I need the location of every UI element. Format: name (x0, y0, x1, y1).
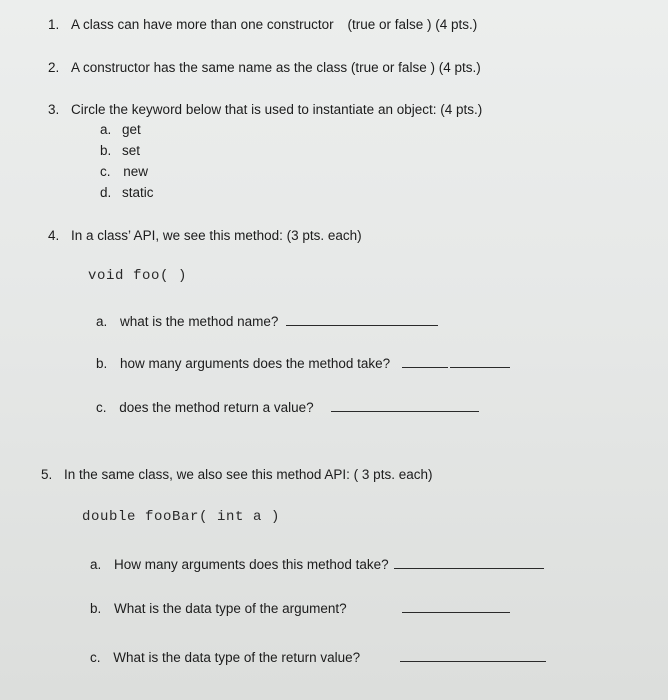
option-a[interactable] (100, 122, 141, 137)
question-number: 4. (48, 228, 60, 243)
part-text: What is the data type of the argument? (114, 601, 347, 616)
question-text: In a class’ API, we see this method: (3 pts. each) (71, 228, 362, 243)
part-text: does the method return a value? (119, 400, 314, 415)
question-4b (96, 355, 510, 371)
option-d[interactable] (100, 185, 154, 200)
answer-blank[interactable] (402, 600, 510, 613)
part-letter: b. (90, 601, 102, 616)
question-5a (90, 556, 544, 572)
option-text: set (122, 143, 141, 158)
option-text: get (122, 122, 141, 137)
part-letter: c. (96, 400, 107, 415)
option-letter: c. (100, 164, 111, 179)
option-c[interactable] (100, 164, 148, 179)
part-text: What is the data type of the return value? (113, 650, 361, 665)
question-4c (96, 399, 479, 415)
answer-blank[interactable] (400, 649, 546, 662)
option-letter: a. (100, 122, 112, 137)
method-signature: double fooBar( int a ) (82, 509, 281, 525)
question-5c (90, 649, 546, 665)
question-number: 1. (48, 17, 60, 32)
question-5 (41, 467, 432, 482)
answer-blank[interactable] (402, 355, 448, 368)
part-text: How many arguments does this method take? (114, 557, 389, 572)
part-text: how many arguments does the method take? (120, 356, 391, 371)
method-signature: void foo( ) (88, 268, 188, 284)
part-letter: c. (90, 650, 101, 665)
question-text: In the same class, we also see this method API: ( 3 pts. each) (64, 467, 433, 482)
question-3 (48, 102, 482, 117)
part-letter: a. (90, 557, 102, 572)
option-text: static (122, 185, 154, 200)
question-1 (48, 17, 477, 32)
option-b[interactable] (100, 143, 140, 158)
question-text: Circle the keyword below that is used to instantiate an object: (4 pts.) (71, 102, 483, 117)
question-4a (96, 313, 438, 329)
option-text: new (123, 164, 149, 179)
answer-blank[interactable] (394, 556, 544, 569)
question-5b (90, 600, 510, 616)
part-letter: a. (96, 314, 108, 329)
question-text: A class can have more than one constructor (71, 17, 334, 32)
answer-blank[interactable] (450, 355, 510, 368)
question-text: A constructor has the same name as the class (true or false ) (4 pts.) (71, 60, 481, 75)
question-number: 3. (48, 102, 60, 117)
question-2 (48, 60, 481, 75)
option-letter: d. (100, 185, 112, 200)
question-4 (48, 228, 362, 243)
question-hint: (true or false ) (4 pts.) (347, 17, 478, 32)
answer-blank[interactable] (331, 399, 479, 412)
question-number: 2. (48, 60, 60, 75)
question-number: 5. (41, 467, 53, 482)
answer-blank[interactable] (286, 313, 438, 326)
part-letter: b. (96, 356, 108, 371)
part-text: what is the method name? (120, 314, 279, 329)
option-letter: b. (100, 143, 112, 158)
